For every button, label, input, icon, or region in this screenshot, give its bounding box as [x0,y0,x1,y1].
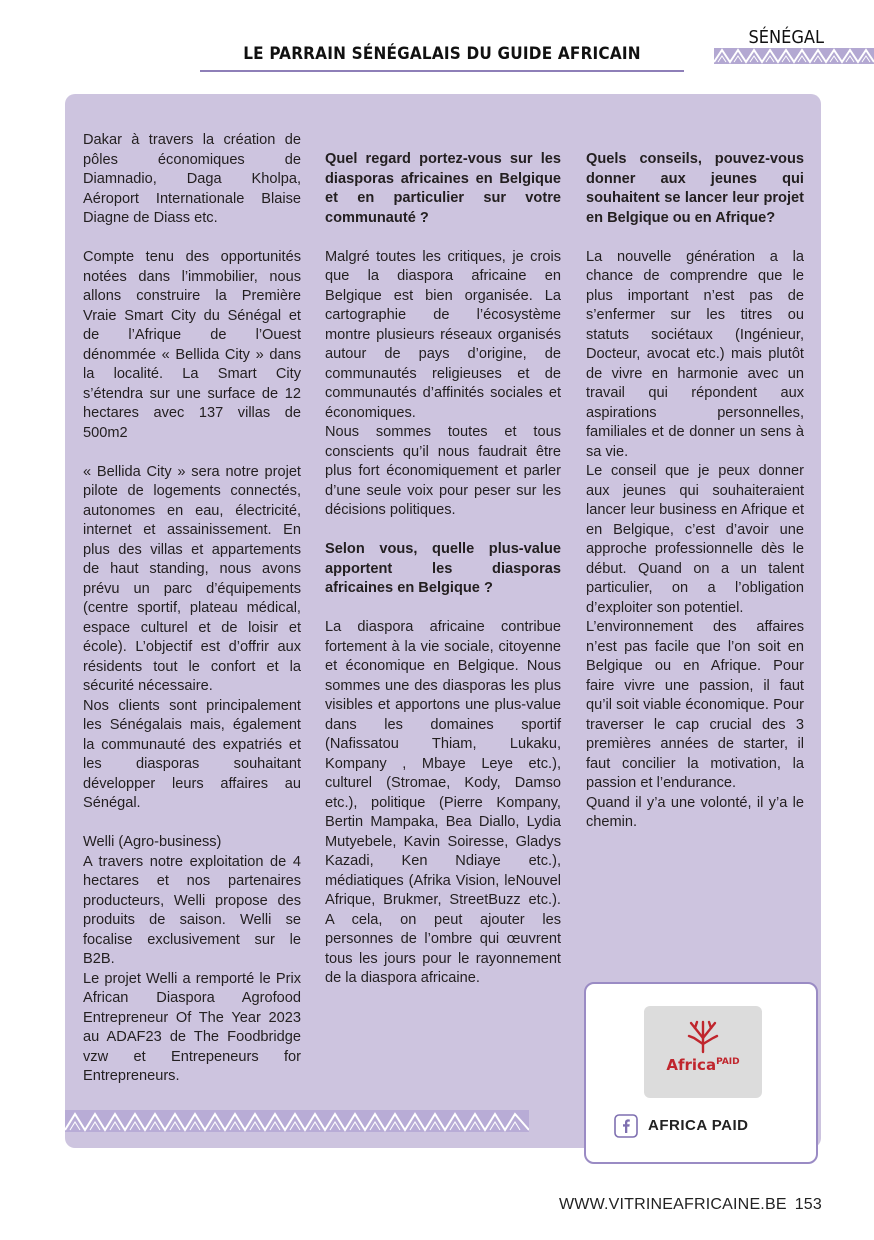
logo-wordmark [644,1056,762,1074]
africa-paid-logo [644,1006,762,1098]
paragraph: Le conseil que je peux donner aux jeunes qui souhaiteraient lancer leur business en Afrique et en Belgique, c’est d’avoir une approche professionnelle dès le début. Quand on a un talent particulier, on a l’obligation d’exploiter son potentiel. [586,463,804,616]
interview-question: Quels conseils, pouvez-vous donner aux jeunes qui souhaitent se lancer leur projet en Belgique ou en Afrique? [586,151,804,226]
baobab-tree-icon [686,1020,720,1054]
interview-question: Quel regard portez-vous sur les diasporas africaines en Belgique et en particulier sur votre communauté ? [325,151,561,226]
paragraph: Compte tenu des opportunités notées dans l’immobilier, nous allons construire la Première Vraie Smart City du Sénégal et de l’Afrique de l’Ouest dénommée « Bellida City » dans la localité. La Smart City s’étendra sur une surface de 12 hectares avec 137 villas de 500m2 [83,249,301,441]
column-2 [325,150,561,989]
website-url: WWW.VITRINEAFRICAINE.BE [558,1196,787,1213]
column-1 [83,131,301,1087]
header-rule [200,70,684,72]
decorative-pattern-band [65,1110,529,1132]
page-title: LE PARRAIN SÉNÉGALAIS DU GUIDE AFRICAIN [243,44,641,64]
column-3 [586,150,804,833]
paragraph: L’environnement des affaires n’est pas facile que l’on soit en Belgique ou en Afrique. Pour faire vivre une passion, il faut qu’il soit viable économique. Pour traverser le cap crucial des 3 premières années de starter, il faut concilier la motivation, la passion et l’endurance. [586,619,804,791]
paragraph: Dakar à travers la création de pôles économiques de Diamnadio, Daga Kholpa, Aéroport Internationale Blaise Diagne de Diass etc. [83,132,301,226]
page-number: 153 [794,1196,822,1213]
paragraph: La nouvelle génération a la chance de comprendre que le plus important n’est pas de s’enfermer sur les titres ou statuts sociétaux (Ingénieur, Docteur, avocat etc.) mais plutôt de vivre en harmonie avec un travail qui répondent aux aspirations personnelles, familiales et de donner un sens à sa vie. [586,248,804,460]
facebook-page-label[interactable]: AFRICA PAID [648,1117,749,1134]
paragraph: Nos clients sont principalement les Sénégalais mais, également la communauté des expatriés et les diasporas souhaitant développer leurs affaires au Sénégal. [83,697,301,811]
section-label: SÉNÉGAL [748,27,824,48]
paragraph: « Bellida City » sera notre projet pilote de logements connectés, autonomes en eau, électricité, internet et assainissement. En plus des villas et appartements de haut standing, nous avons prévu un parc d’équipements (centre sportif, plateau médical, espace culturel et de loisir et école). L’objectif est d’offrir aux résidents tout le confort et la sécurité nécessaire. [83,463,301,694]
paragraph: Malgré toutes les critiques, je crois que la diaspora africaine en Belgique est bien organisée. La cartographie de l’écosystème montre plusieurs réseaux organisés autour de pays d’origine, de communautés religieuses et de communautés d’affinités sociales et économiques. [325,248,561,421]
section-pattern-band [714,48,874,64]
subheading: Welli (Agro-business) [83,834,222,850]
logo-text: Africa [666,1056,717,1074]
facebook-icon[interactable] [614,1114,638,1138]
logo-superscript: PAID [716,1057,740,1067]
paragraph: Nous sommes toutes et tous conscients qu’il nous faudrait être plus fort économiquement et parler d’une seule voix pour peser sur les décisions politiques. [325,424,561,518]
interview-question: Selon vous, quelle plus-value apportent les diasporas africaines en Belgique ? [325,541,561,596]
paragraph: Quand il y’a une volonté, il y’a le chemin. [586,794,804,830]
company-card [584,982,818,1164]
paragraph: La diaspora africaine contribue fortement à la vie sociale, citoyenne et économique en Belgique. Nous sommes une des diasporas les plus visibles et apportons une plus-value dans les domaines sportif (Nafissatou Thiam, Lukaku, Kompany , Mbaye Leye etc.), culturel (Stromae, Kody, Damso etc.), politique (Pierre Kompany, Bertin Mampaka, Bea Diallo, Lydia Mutyebele, Kavin Soiresse, Gladys Kazadi, Ken Ndiaye etc.), médiatiques (Afrika Vision, leNouvel Afrique, Brukmer, StreetBuzz etc.). A cela, on peut ajouter les personnes de l’ombre qui œuvrent tous les jours pour le rayonnement de la diaspora africaine. [325,619,561,986]
paragraph: Le projet Welli a remporté le Prix African Diaspora Agrofood Entrepreneur Of The Year 2023 au ADAF23 de The Foodbridge vzw et Entrepeneurs for Entrepreneurs. [83,970,301,1084]
page-footer [559,1196,822,1214]
paragraph: A travers notre exploitation de 4 hectares et nos partenaires producteurs, Welli propose des produits de saison. Welli se focalise exclusivement sur le B2B. [83,853,301,967]
